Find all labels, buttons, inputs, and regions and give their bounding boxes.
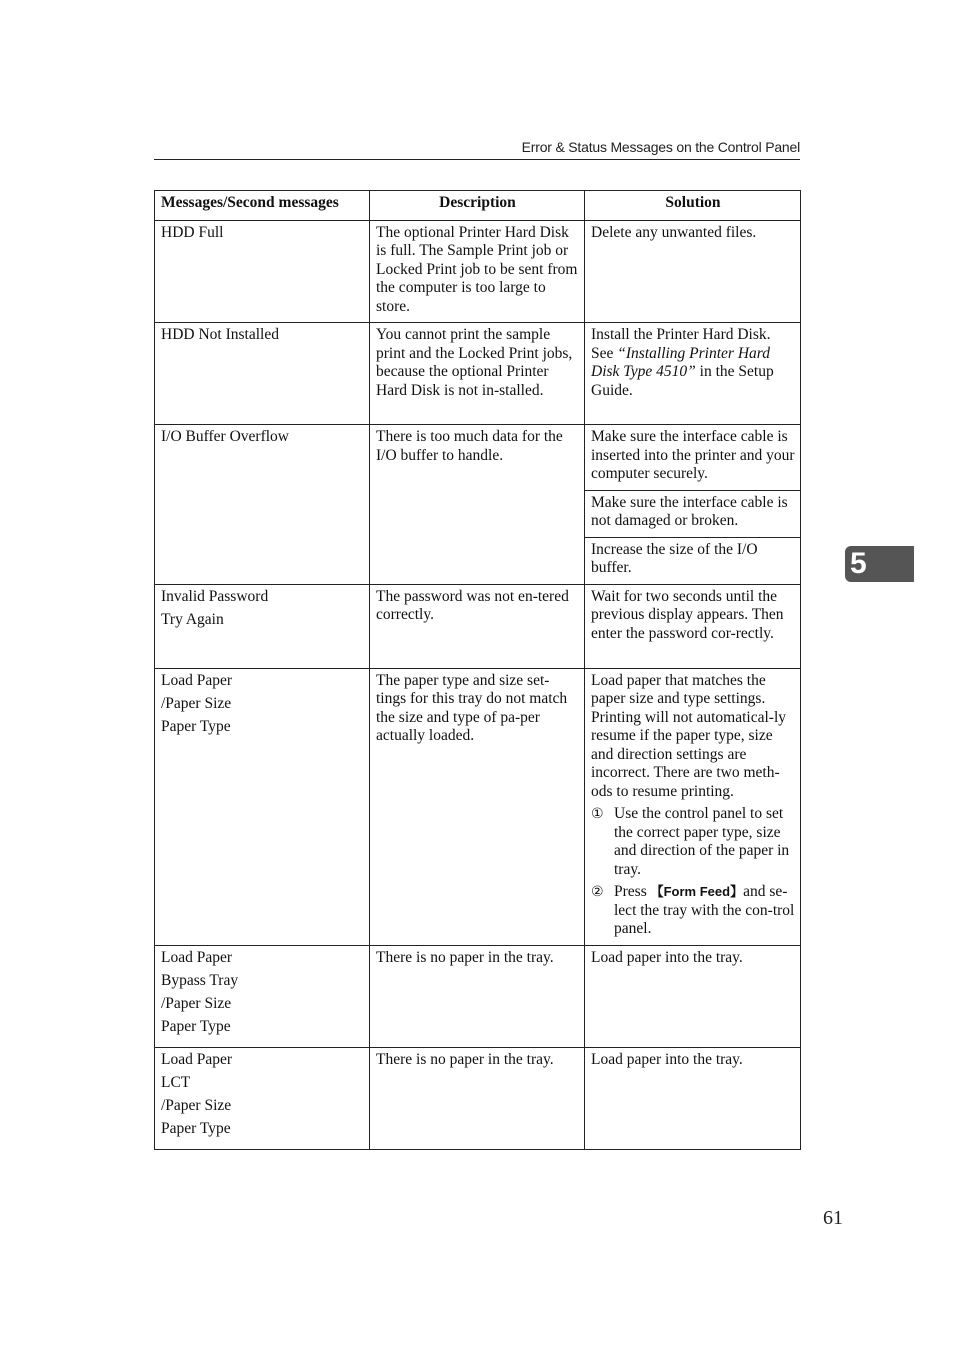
message-text: Bypass Tray	[161, 971, 239, 989]
messages-table	[154, 190, 801, 1150]
solution-cell: Make sure the interface cable is not damaged or broken.	[585, 490, 801, 537]
message-text: Load Paper	[161, 948, 233, 966]
message-text: I/O Buffer Overflow	[161, 428, 289, 445]
table-row	[155, 425, 801, 491]
step-number: ①	[591, 806, 604, 822]
step-item	[591, 805, 795, 879]
solution-cell: Load paper into the tray.	[585, 945, 801, 1047]
solution-cell: Delete any unwanted files.	[585, 220, 801, 323]
message-cell	[155, 220, 370, 323]
running-header	[154, 137, 800, 160]
description-cell: The optional Printer Hard Disk is full. The Sample Print job or Locked Print job to be sent from the computer is too large to store.	[370, 220, 585, 323]
solution-text: in the Setup Guide.	[591, 363, 774, 399]
description-cell: You cannot print the sample print and the Locked Print jobs, because the optional Printer Hard Disk is not in-stalled.	[370, 323, 585, 425]
description-cell: The password was not en-tered correctly.	[370, 584, 585, 668]
message-cell	[155, 425, 370, 585]
solution-text: Install the Printer Hard Disk. See	[591, 326, 771, 362]
message-cell	[155, 668, 370, 945]
table-row	[155, 584, 801, 668]
step-text: and se-lect the tray with the con-trol panel.	[614, 883, 795, 937]
column-header-solution: Solution	[585, 191, 801, 221]
message-text: Paper Type	[161, 1119, 231, 1137]
table-row	[155, 945, 801, 1047]
step-item	[591, 883, 795, 939]
solution-cell	[585, 323, 801, 425]
message-text: Paper Type	[161, 717, 231, 735]
message-text: HDD Not Installed	[161, 326, 279, 343]
table-row	[155, 668, 801, 945]
chapter-tab	[845, 546, 914, 582]
message-text: Paper Type	[161, 1017, 231, 1035]
description-cell: There is no paper in the tray.	[370, 1047, 585, 1149]
column-header-messages: Messages/Second messages	[155, 191, 370, 221]
message-cell	[155, 1047, 370, 1149]
message-text: LCT	[161, 1073, 191, 1091]
column-header-description: Description	[370, 191, 585, 221]
message-text: /Paper Size	[161, 994, 232, 1012]
message-cell	[155, 584, 370, 668]
page-number: 61	[823, 1207, 843, 1229]
message-cell	[155, 323, 370, 425]
step-text: Press	[614, 883, 651, 900]
message-text: Try Again	[161, 610, 224, 628]
message-text: /Paper Size	[161, 1096, 232, 1114]
description-cell: There is no paper in the tray.	[370, 945, 585, 1047]
table-row	[155, 220, 801, 323]
table-header-row	[155, 191, 801, 221]
table-row	[155, 323, 801, 425]
description-cell: There is too much data for the I/O buffer to handle.	[370, 425, 585, 585]
message-text: Load Paper	[161, 1050, 233, 1068]
step-text: Use the control panel to set the correct paper type, size and direction of the paper in tray.	[614, 805, 790, 878]
step-number: ②	[591, 884, 604, 900]
table-row	[155, 1047, 801, 1149]
solution-cell: Load paper into the tray.	[585, 1047, 801, 1149]
solution-cell	[585, 668, 801, 945]
solution-cell: Make sure the interface cable is inserted into the printer and your computer securely.	[585, 425, 801, 491]
description-cell: The paper type and size set-tings for this tray do not match the size and type of pa-per actually loaded.	[370, 668, 585, 945]
manual-reference: “Installing Printer Hard Disk Type 4510”	[591, 344, 770, 380]
message-text: Load Paper	[161, 671, 233, 689]
chapter-number: 5	[850, 547, 867, 580]
solution-cell: Increase the size of the I/O buffer.	[585, 537, 801, 584]
message-text: Invalid Password	[161, 587, 269, 605]
section-title: Error & Status Messages on the Control Panel	[521, 139, 800, 155]
message-cell	[155, 945, 370, 1047]
solution-text: Load paper that matches the paper size and type settings. Printing will not automatical-ly resume if the paper type, size and direction settings are incorrect. There are two meth-ods to resume printing.	[591, 671, 787, 800]
solution-cell: Wait for two seconds until the previous display appears. Then enter the password cor-rectly.	[585, 584, 801, 668]
message-text: HDD Full	[161, 223, 224, 241]
message-text: /Paper Size	[161, 694, 232, 712]
form-feed-key-label: 【Form Feed】	[650, 884, 744, 899]
